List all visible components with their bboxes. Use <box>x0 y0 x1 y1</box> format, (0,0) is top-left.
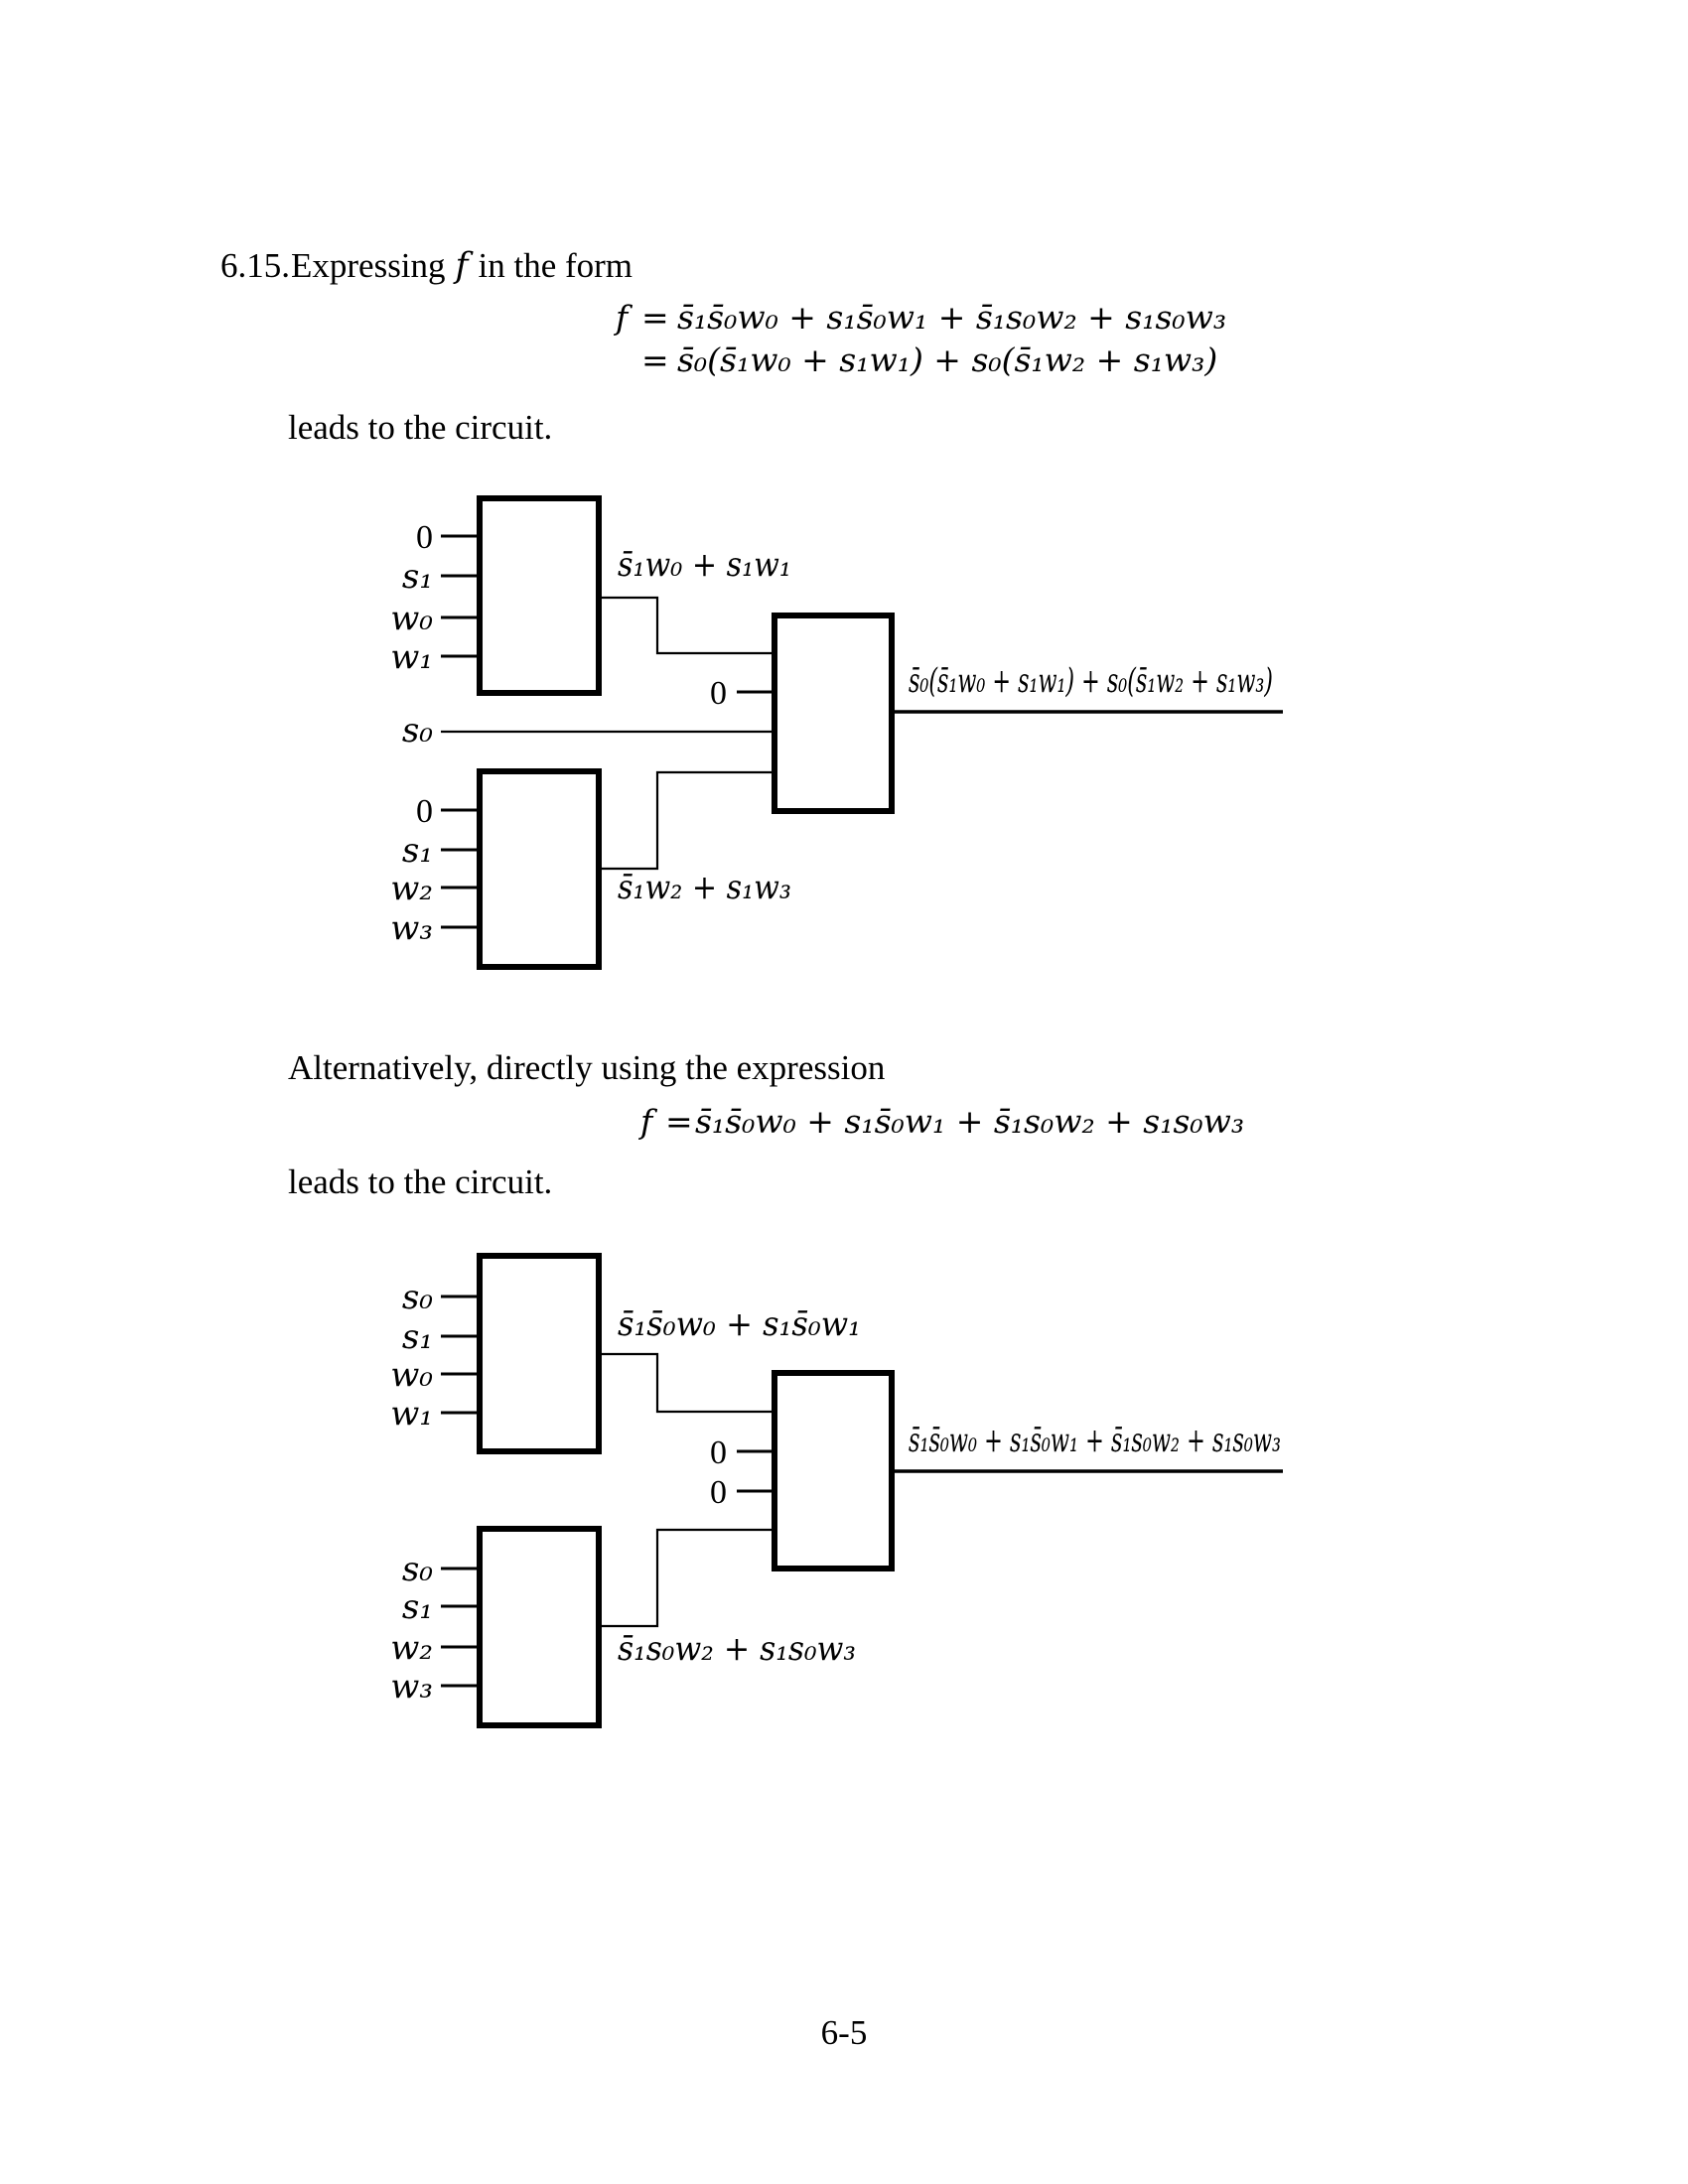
c1-top-output-label: s̄₁w₀ + s₁w₁ <box>618 545 791 585</box>
c1-top-output-wire <box>599 598 774 653</box>
equation1-equals-1: = <box>641 298 669 337</box>
alternative-text: Alternatively, directly using the expression <box>288 1048 886 1087</box>
problem-number: 6.15. <box>220 246 290 285</box>
c1-bottom-input-label-0: 0 <box>416 793 433 830</box>
c1-top-input-label-w1: w₁ <box>390 637 433 677</box>
c2-final-output-label: s̄₁s̄₀w₀ + s₁s̄₀w₁ + s̄₁s₀w₂ + s₁s₀w₃ <box>909 1421 1281 1460</box>
c1-top-input-label-s1: s₁ <box>401 557 433 597</box>
c1-select-label-s0: s₀ <box>401 711 433 751</box>
c2-top-input-label-w1: w₁ <box>390 1394 433 1433</box>
c1-bottom-input-label-w3: w₃ <box>390 908 433 948</box>
c2-zero-input-label-1: 0 <box>710 1434 727 1471</box>
c2-bottom-input-label-s1: s₁ <box>401 1587 433 1627</box>
c2-mux-top-box <box>480 1256 599 1451</box>
c2-zero-input-label-2: 0 <box>710 1474 727 1511</box>
c1-bottom-input-label-w2: w₂ <box>390 869 433 908</box>
c1-bottom-output-label: s̄₁w₂ + s₁w₃ <box>618 868 791 907</box>
c2-top-output-label: s̄₁s̄₀w₀ + s₁s̄₀w₁ <box>618 1304 861 1344</box>
c2-bottom-input-label-w3: w₃ <box>390 1667 433 1706</box>
circuit-2 <box>441 1256 1283 1725</box>
equation1-line1-rhs: s̄₁s̄₀w₀ + s₁s̄₀w₁ + s̄₁s₀w₂ + s₁s₀w₃ <box>677 298 1227 337</box>
leads-text-2: leads to the circuit. <box>288 1162 553 1201</box>
c1-top-input-label-0: 0 <box>416 519 433 556</box>
equation2-lhs: f <box>640 1102 653 1141</box>
statement-variable-f: f <box>455 246 469 286</box>
equation1-equals-2: = <box>641 341 669 379</box>
c1-mux-top-box <box>480 498 599 693</box>
c2-bottom-output-label: s̄₁s₀w₂ + s₁s₀w₃ <box>618 1629 856 1669</box>
circuit-1 <box>441 498 1283 967</box>
c2-top-output-wire <box>599 1354 774 1412</box>
c2-top-input-label-s1: s₁ <box>401 1317 433 1357</box>
c1-bottom-input-label-s1: s₁ <box>401 831 433 871</box>
c2-bottom-input-label-w2: w₂ <box>390 1628 433 1668</box>
equation2-rhs: s̄₁s̄₀w₀ + s₁s̄₀w₁ + s̄₁s₀w₂ + s₁s₀w₃ <box>695 1102 1245 1141</box>
equation1-lhs: f <box>616 298 629 337</box>
c2-top-input-label-s0: s₀ <box>401 1278 433 1317</box>
c1-bottom-output-wire <box>599 772 774 869</box>
c2-top-input-label-w0: w₀ <box>390 1355 433 1395</box>
c2-mux-bottom-box <box>480 1529 599 1725</box>
c2-bottom-input-label-s0: s₀ <box>401 1550 433 1589</box>
c1-mux-bottom-box <box>480 771 599 967</box>
page-number: 6-5 <box>820 2013 868 2052</box>
c1-final-output-label: s̄₀(s̄₁w₀ + s₁w₁) + s₀(s̄₁w₂ + s₁w₃) <box>909 661 1273 701</box>
statement-post: in the form <box>478 246 633 285</box>
statement-pre: Expressing <box>291 246 446 285</box>
leads-text-1: leads to the circuit. <box>288 408 553 447</box>
equation1-line2-rhs: s̄₀(s̄₁w₀ + s₁w₁) + s₀(s̄₁w₂ + s₁w₃) <box>677 341 1218 379</box>
c1-zero-input-label: 0 <box>710 675 727 712</box>
c2-bottom-output-wire <box>599 1530 774 1626</box>
c2-mux-output-box <box>774 1373 892 1569</box>
c1-top-input-label-w0: w₀ <box>390 599 433 638</box>
c1-mux-output-box <box>774 615 892 811</box>
equation2-equals: = <box>665 1102 693 1141</box>
